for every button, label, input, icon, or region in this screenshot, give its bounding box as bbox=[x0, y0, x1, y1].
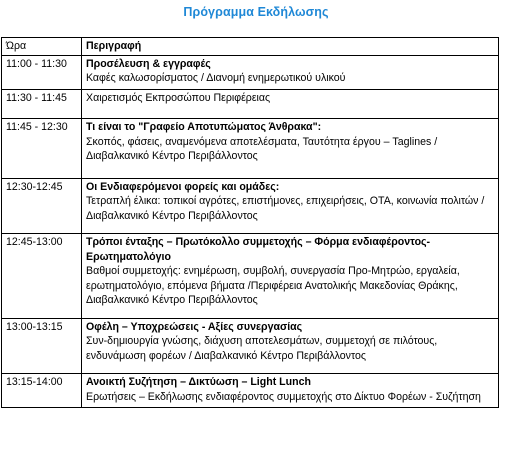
row-description bbox=[82, 89, 499, 119]
row-detail: Καφές καλωσορίσματος / Διανομή ενημερωτικού υλικού bbox=[86, 72, 346, 84]
row-time: 13:15-14:00 bbox=[2, 374, 82, 408]
row-time: 11:45 - 12:30 bbox=[2, 119, 82, 179]
row-description bbox=[82, 374, 499, 408]
table-row bbox=[2, 318, 499, 374]
row-time: 11:30 - 11:45 bbox=[2, 89, 82, 119]
table-row bbox=[2, 178, 499, 234]
row-description bbox=[82, 119, 499, 179]
header-time: Ώρα bbox=[2, 38, 82, 56]
row-detail: Τετραπλή έλικα: τοπικοί αγρότες, επιστήμονες, επιχειρήσεις, ΟΤΑ, κοινωνία πολιτών / Διαβαλκανικό Κέντρο Περιβάλλοντος bbox=[86, 195, 485, 222]
row-title: Τρόποι ένταξης – Πρωτόκολλο συμμετοχής – Φόρμα ενδιαφέροντος-Ερωτηματολόγιο bbox=[86, 236, 431, 263]
schedule-table bbox=[1, 37, 499, 408]
row-detail: Χαιρετισμός Εκπροσώπου Περιφέρειας bbox=[86, 91, 271, 104]
table-row bbox=[2, 234, 499, 319]
row-title: Ανοικτή Συζήτηση – Δικτύωση – Light Lunch bbox=[86, 376, 311, 388]
row-title: Προσέλευση & εγγραφές bbox=[86, 57, 211, 70]
table-header-row bbox=[2, 38, 499, 56]
row-title: Τι είναι το "Γραφείο Αποτυπώματος Άνθρακα": bbox=[86, 121, 322, 133]
row-detail: Βαθμοί συμμετοχής: ενημέρωση, συμβολή, συνεργασία Προ-Μητρώο, εργαλεία, ερωτηματολόγιο, επόμενα βήματα /Περιφέρεια Ανατολικής Μακεδονίας Θράκης, Διαβαλκανικό Κέντρο Περιβάλλοντος bbox=[86, 265, 460, 306]
table-row bbox=[2, 119, 499, 179]
table-row bbox=[2, 89, 499, 119]
row-time: 11:00 - 11:30 bbox=[2, 55, 82, 89]
row-title: Οι Ενδιαφερόμενοι φορείς και ομάδες: bbox=[86, 180, 280, 193]
row-detail: Ερωτήσεις – Εκδήλωσης ενδιαφέροντος συμμετοχής στο Δίκτυο Φορέων - Συζήτηση bbox=[86, 390, 481, 403]
row-time: 12:45-13:00 bbox=[2, 234, 82, 319]
row-detail: Σκοπός, φάσεις, αναμενόμενα αποτελέσματα, Ταυτότητα έργου – Taglines / Διαβαλκανικό Κέντρο Περιβάλλοντος bbox=[86, 135, 438, 162]
page-title: Πρόγραμμα Εκδήλωσης bbox=[183, 5, 329, 19]
table-row bbox=[2, 374, 499, 408]
row-time: 12:30-12:45 bbox=[2, 178, 82, 234]
row-description bbox=[82, 318, 499, 374]
table-row bbox=[2, 55, 499, 89]
row-description bbox=[82, 55, 499, 89]
row-description bbox=[82, 178, 499, 234]
row-time: 13:00-13:15 bbox=[2, 318, 82, 374]
row-title: Οφέλη – Υποχρεώσεις - Αξίες συνεργασίας bbox=[86, 320, 303, 333]
row-description bbox=[82, 234, 499, 319]
row-detail: Συν-δημιουργία γνώσης, διάχυση αποτελεσμάτων, συμμετοχή σε πιλότους, ενδυνάμωση φορέων / Διαβαλκανικό Κέντρο Περιβάλλοντος bbox=[86, 335, 438, 362]
header-description: Περιγραφή bbox=[82, 38, 499, 56]
